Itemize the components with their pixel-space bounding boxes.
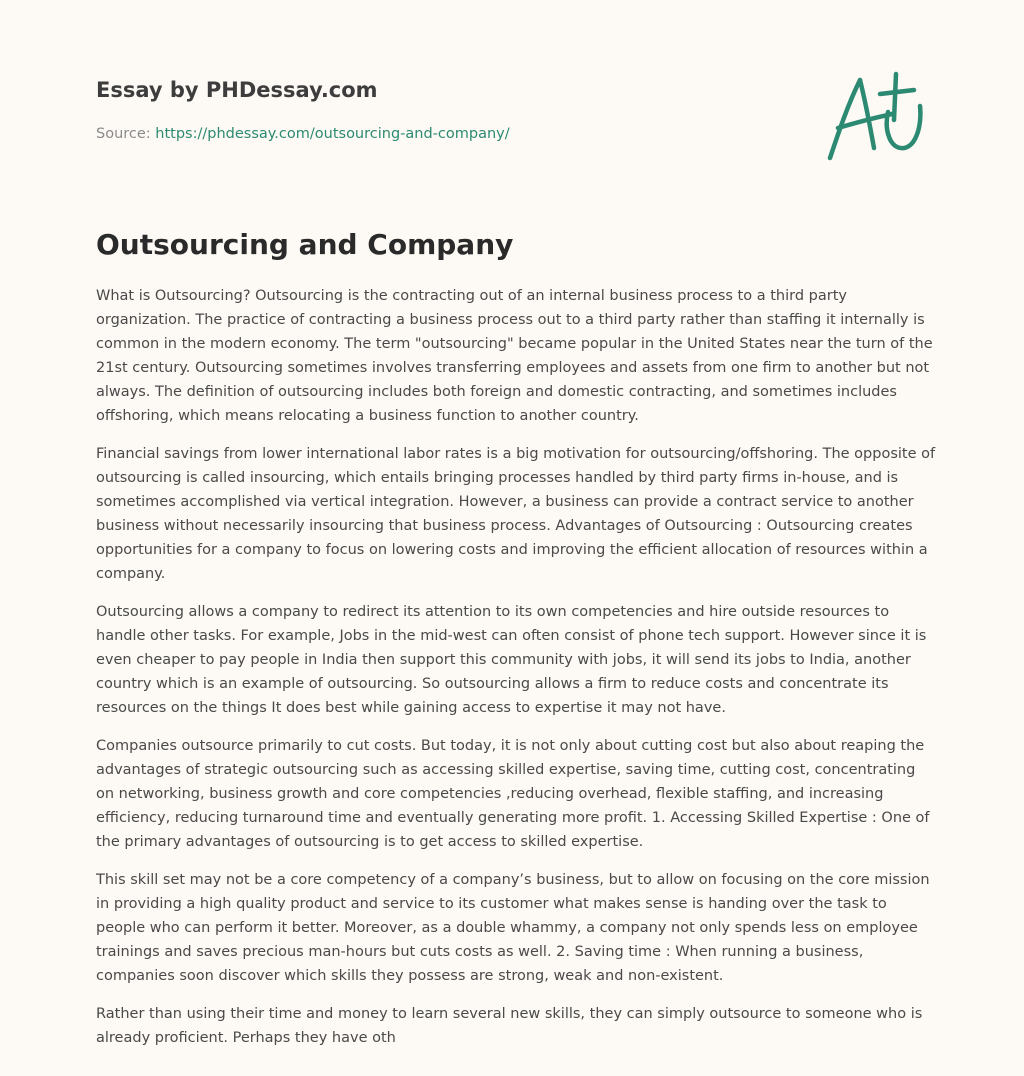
essay-paragraph: Rather than using their time and money to learn several new skills, they can simply outsource to someone who is already proficient. Perhaps they have oth [96,1006,923,1046]
site-brand: Essay by PHDessay.com [96,78,378,102]
essay-paragraph: Outsourcing allows a company to redirect its attention to its own competencies and hire outside resources to handle other tasks. For example, Jobs in the mid-west can often consist of phone tech support. However since it is even cheaper to pay people in India then support this community with jobs, it will send its jobs to India, another country which is an example of outsourcing. So outsourcing allows a firm to reduce costs and concentrate its resources on the things It does best while gaining access to expertise it may not have. [96,604,927,716]
source-line [96,124,510,144]
essay-paragraph: This skill set may not be a core competency of a company’s business, but to allow on focusing on the core mission in providing a high quality product and service to its customer what makes sense is handing over the task to people who can perform it better. Moreover, as a double whammy, a company not only spends less on employee trainings and saves precious man-hours but cuts costs as well. 2. Saving time : When running a business, companies soon discover which skills they possess are strong, weak and non-existent. [96,872,930,984]
essay-paragraph: What is Outsourcing? Outsourcing is the contracting out of an internal business process to a third party organization. The practice of contracting a business process out to a third party rather than staffing it internally is common in the modern economy. The term "outsourcing" became popular in the United States near the turn of the 21st century. Outsourcing sometimes involves transferring employees and assets from one firm to another but not always. The definition of outsourcing includes both foreign and domestic contracting, and sometimes includes offshoring, which means relocating a business function to another country. [96,288,933,424]
a-plus-logo-icon [822,68,928,164]
source-label: Source: [96,126,151,142]
essay-body [96,284,936,1064]
essay-title: Outsourcing and Company [96,228,514,261]
essay-paragraph: Companies outsource primarily to cut costs. But today, it is not only about cutting cost but also about reaping the advantages of strategic outsourcing such as accessing skilled expertise, saving time, cutting cost, concentrating on networking, business growth and core competencies ,reducing overhead, flexible staffing, and increasing efficiency, reducing turnaround time and eventually generating more profit. 1. Accessing Skilled Expertise : One of the primary advantages of outsourcing is to get access to skilled expertise. [96,738,930,850]
essay-paragraph: Financial savings from lower international labor rates is a big motivation for outsourcing/offshoring. The opposite of outsourcing is called insourcing, which entails bringing processes handled by third party firms in-house, and is sometimes accomplished via vertical integration. However, a business can provide a contract service to another business without necessarily insourcing that business process. Advantages of Outsourcing : Outsourcing creates opportunities for a company to focus on lowering costs and improving the efficient allocation of resources within a company. [96,446,936,582]
source-link[interactable]: https://phdessay.com/outsourcing-and-company/ [155,126,510,142]
